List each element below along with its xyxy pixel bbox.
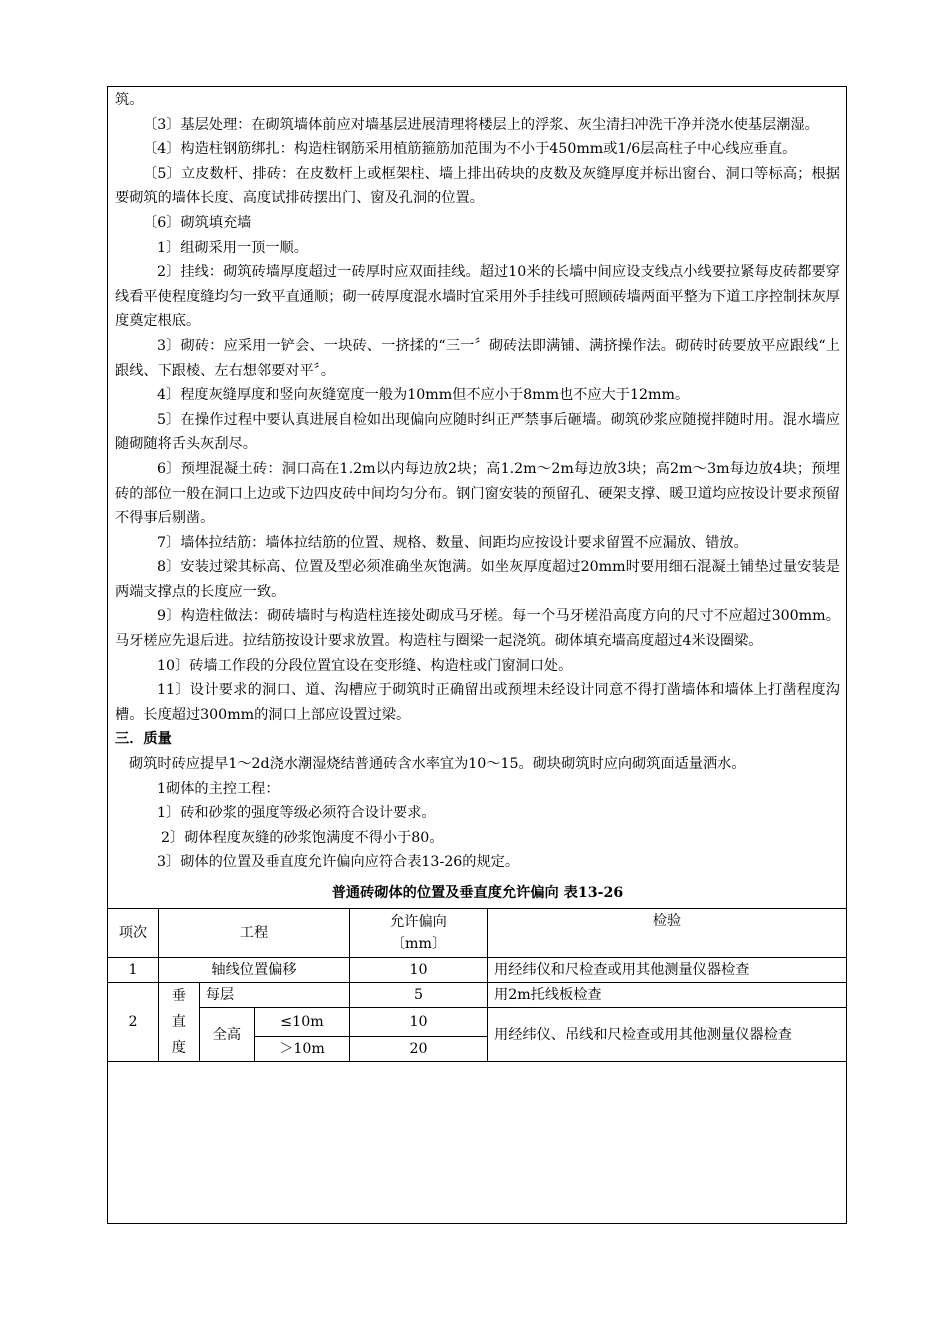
paragraph: 7〕墙体拉结筋：墙体拉结筋的位置、规格、数量、间距均应按设计要求留置不应漏放、错放。 xyxy=(157,534,748,551)
paragraph: 2〕挂线：砌筑砖墙厚度超过一砖厚时应双面挂线。超过10米的长墙中间应设支线点小线要拉紧每皮砖都要穿线看平使程度缝均匀一致平直通顺；砌一砖厚度混水墙时宜采用外手挂线可照顾砖墙两面平整为下道工序控制抹灰厚度奠定根底。 xyxy=(115,264,840,330)
row2-floor-check: 用2m托线板检查 xyxy=(488,983,847,1008)
paragraph: 〔5〕立皮数杆、排砖：在皮数杆上或框架柱、墙上排出砖块的皮数及灰缝厚度并标出窗台、洞口等标高；根据要砌筑的墙体长度、高度试排砖摆出门、窗及孔洞的位置。 xyxy=(115,165,840,207)
paragraph: 8〕安装过梁其标高、位置及型必须准确坐灰饱满。如坐灰厚度超过20mm时要用细石混凝土铺垫过量安装是两端支撑点的长度应一致。 xyxy=(115,559,840,600)
header-tolerance xyxy=(350,909,488,958)
paragraph: 6〕预埋混凝土砖：洞口高在1.2m以内每边放2块；高1.2m～2m每边放3块；高2m～3m每边放4块；预埋砖的部位一般在洞口上边或下边四皮砖中间均匀分布。钢门窗安装的预留孔、硬架支撑、暖卫道均应按设计要求预留不得事后剔凿。 xyxy=(115,460,840,527)
document-body xyxy=(115,88,840,1062)
row2-le-label: ≤10m xyxy=(255,1008,350,1037)
row2-le-tolerance: 10 xyxy=(350,1008,488,1037)
row2-full-check: 用经纬仪、吊线和尺检查或用其他测量仪器检查 xyxy=(488,1008,847,1062)
paragraph: 3〕砌砖：应采用一铲会、一块砖、一挤揉的“三一〞砌砖法即满铺、满挤操作法。砌砖时砖要放平应跟线“上跟线、下跟棱、左右想邻要对平〞。 xyxy=(115,337,840,379)
paragraph: 4〕程度灰缝厚度和竖向灰缝宽度一般为10mm但不应小于8mm也不应大于12mm。 xyxy=(157,387,690,404)
header-no: 项次 xyxy=(108,909,159,958)
row2-group-label xyxy=(159,983,200,1062)
table-row xyxy=(108,983,847,1008)
paragraph: 1砌体的主控工程： xyxy=(157,780,280,797)
row2-full-label: 全高 xyxy=(199,1008,254,1062)
table-header-row xyxy=(108,909,847,958)
row1-tolerance: 10 xyxy=(350,958,488,983)
paragraph: 9〕构造柱做法：砌砖墙时与构造柱连接处砌成马牙槎。每一个马牙槎沿高度方向的尺寸不应超过300mm。马牙槎应先退后进。拉结筋按设计要求放置。构造柱与圈梁一起浇筑。砌体填充墙高度超过4米设圈梁。 xyxy=(115,608,840,650)
table-row xyxy=(108,958,847,983)
paragraph: 2〕砌体程度灰缝的砂浆饱满度不得小于80。 xyxy=(161,829,444,846)
table-caption: 普通砖砌体的位置及垂直度允许偏向 表13-26 xyxy=(331,885,624,901)
row1-check: 用经纬仪和尺检查或用其他测量仪器检查 xyxy=(488,958,847,983)
row2-floor-tolerance: 5 xyxy=(350,983,488,1008)
row1-no: 1 xyxy=(108,958,159,983)
paragraph: 〔6〕砌筑填充墙 xyxy=(143,214,252,231)
row2-gt-label: ＞10m xyxy=(255,1037,350,1062)
group-char: 直 xyxy=(171,1014,186,1030)
row1-item: 轴线位置偏移 xyxy=(159,958,350,983)
paragraph: 1〕组砌采用一顶一顺。 xyxy=(157,239,308,256)
group-char: 垂 xyxy=(171,988,186,1004)
row2-floor-label: 每层 xyxy=(199,983,349,1008)
paragraph: 11〕设计要求的洞口、道、沟槽应于砌筑时正确留出或预埋未经设计同意不得打凿墙体和墙体上打凿程度沟槽。长度超过300mm的洞口上部应设置过梁。 xyxy=(115,682,840,723)
header-item: 工程 xyxy=(159,909,350,958)
paragraph: 筑。 xyxy=(115,92,144,108)
paragraph: 〔4〕构造柱钢筋绑扎：构造柱钢筋采用植筋箍筋加范围为不小于450mm或1/6层高柱子中心线应垂直。 xyxy=(143,141,797,158)
header-check: 检验 xyxy=(488,909,847,958)
paragraph: 10〕砖墙工作段的分段位置宜设在变形缝、构造柱或门窗洞口处。 xyxy=(157,657,573,674)
paragraph: 〔3〕基层处理：在砌筑墙体前应对墙基层进展清理将楼层上的浮浆、灰尘清扫冲洗干净并浇水使基层潮湿。 xyxy=(143,116,819,133)
paragraph-list xyxy=(115,88,840,875)
row2-gt-tolerance: 20 xyxy=(350,1037,488,1062)
row2-no: 2 xyxy=(108,983,159,1062)
group-char: 度 xyxy=(171,1040,186,1056)
paragraph: 砌筑时砖应提早1～2d浇水潮湿烧结普通砖含水率宜为10～15。砌块砌筑时应向砌筑面适量洒水。 xyxy=(129,756,746,773)
header-tolerance-label: 允许偏向 xyxy=(390,914,447,930)
deviation-table xyxy=(107,908,847,1062)
paragraph: 1〕砖和砂浆的强度等级必须符合设计要求。 xyxy=(157,805,436,822)
paragraph: 5〕在操作过程中要认真进展自检如出现偏向应随时纠正严禁事后砸墙。砌筑砂浆应随搅拌随时用。混水墙应随砌随将舌头灰刮尽。 xyxy=(115,411,840,453)
paragraph: 3〕砌体的位置及垂直度允许偏向应符合表13-26的规定。 xyxy=(157,854,520,871)
section-heading: 三．质量 xyxy=(115,731,172,748)
header-tolerance-unit: 〔mm〕 xyxy=(390,936,447,952)
table-row xyxy=(108,1008,847,1037)
